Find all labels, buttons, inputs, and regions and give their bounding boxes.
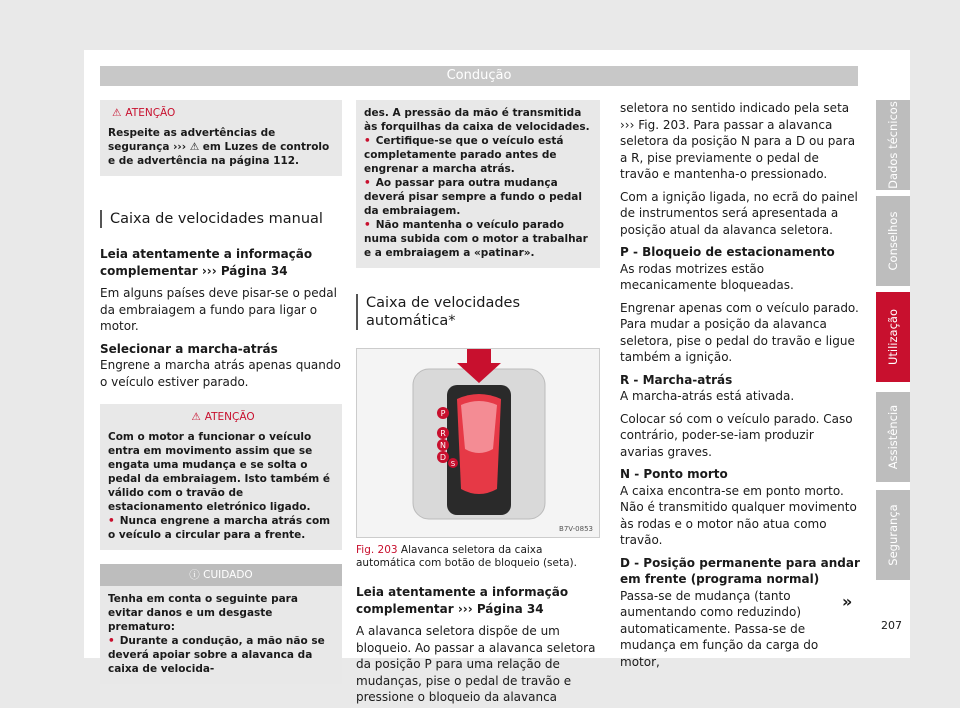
warning-icon: ⚠ xyxy=(191,411,201,423)
warning-box-1 xyxy=(100,100,342,176)
paragraph: Colocar só com o veículo parado. Caso contrário, poder-se-iam produzir avarias graves. xyxy=(620,411,853,459)
figure-caption-text: Alavanca seletora da caixa automática com botão de bloqueio (seta). xyxy=(356,544,577,569)
tab-assistencia[interactable]: Assistência xyxy=(876,392,910,482)
column-1 xyxy=(100,100,342,684)
gear-selector-illustration xyxy=(357,349,599,537)
subheading-reverse: R - Marcha-atrás xyxy=(620,372,733,387)
subheading-reverse: Selecionar a marcha-atrás xyxy=(100,341,278,356)
figure-caption xyxy=(356,544,600,570)
paragraph: Em alguns países deve pisar-se o pedal da embraiagem a fundo para ligar o motor. xyxy=(100,286,337,333)
tab-conselhos[interactable]: Conselhos xyxy=(876,196,910,286)
caution-text: Tenha em conta o seguinte para evitar danos e um desgaste prematuro: xyxy=(108,593,298,633)
caution-title: CUIDADO xyxy=(203,569,253,581)
gear-label-d: D xyxy=(439,453,447,462)
page-header: Condução xyxy=(100,66,858,86)
gear-label-s: S xyxy=(450,460,456,468)
paragraph: A alavanca seletora dispõe de um bloqueio. Ao passar a alavanca seletora da posição P para uma relação de mudanças, pise o pedal de travão e pressione o bloqueio da alavanca xyxy=(356,624,596,704)
subheading-park: P - Bloqueio de estacionamento xyxy=(620,245,835,259)
warning-title: ATENÇÃO xyxy=(204,411,255,423)
caution-text: des. A pressão da mão é transmitida às forquilhas da caixa de velocidades. xyxy=(364,107,590,133)
warning-icon: ⚠ xyxy=(112,107,122,119)
paragraph: seletora no sentido indicado pela seta ››› Fig. 203. Para passar a alavanca seletora da posição N para a D ou para a R, pise previamente o pedal de travão e mantenha-o pressionado. xyxy=(620,101,856,181)
warning-bullet: • Nunca engrene a marcha atrás com o veículo a circular para a frente. xyxy=(108,514,334,542)
tab-seguranca[interactable]: Segurança xyxy=(876,490,910,580)
caution-box-continued xyxy=(356,100,600,268)
warning-title: ATENÇÃO xyxy=(125,107,176,119)
reference-text: Leia atentamente a informação complementar ››› Página 34 xyxy=(356,585,569,616)
caution-bullet: • Certifique-se que o veículo está completamente parado antes de engrenar a marcha atrás. xyxy=(364,134,592,176)
column-3 xyxy=(620,100,860,676)
tab-dados-tecnicos[interactable]: Dados técnicos xyxy=(876,100,910,190)
figure-code: B7V-0853 xyxy=(559,525,593,533)
gear-label-n: N xyxy=(440,441,446,450)
continue-mark: » xyxy=(842,592,853,611)
paragraph: A caixa encontra-se em ponto morto. Não é transmitido qualquer movimento às rodas e o motor não atua como travão. xyxy=(620,483,857,547)
caution-bullet: • Durante a condução, a mão não se deverá apoiar sobre a alavanca da caixa de velocida- xyxy=(108,634,334,676)
paragraph: Engrenar apenas com o veículo parado. Para mudar a posição da alavanca seletora, pise o pedal do travão e ligue também a ignição. xyxy=(620,300,859,364)
caution-icon: ⓘ xyxy=(189,569,204,581)
paragraph: A marcha-atrás está ativada. xyxy=(620,389,795,403)
section-title-automatic: Caixa de velocidades automática* xyxy=(356,294,600,330)
page-number: 207 xyxy=(881,619,902,632)
caution-bullet: • Ao passar para outra mudança deverá pisar sempre a fundo o pedal da embraiagem. xyxy=(364,176,592,218)
tab-utilizacao[interactable]: Utilização xyxy=(876,292,910,382)
warning-text: Respeite as advertências de segurança ››› ⚠ em Luzes de controlo e de advertência na página 112. xyxy=(108,127,330,167)
reference-text: Leia atentamente a informação complementar ››› Página 34 xyxy=(100,247,313,278)
paragraph: Com a ignição ligada, no ecrã do painel de instrumentos será apresentada a posição atual da alavanca seletora. xyxy=(620,189,858,237)
subheading-neutral: N - Ponto morto xyxy=(620,467,728,481)
figure-number: Fig. 203 xyxy=(356,544,398,556)
warning-text: Com o motor a funcionar o veículo entra em movimento assim que se engata uma mudança e se solta o pedal da embraiagem. Isto também é válido com o travão de estacionamento eletrónico ligado. xyxy=(108,431,330,513)
gear-label-r: R xyxy=(440,429,446,438)
figure-gear-selector xyxy=(356,348,600,538)
section-title-manual: Caixa de velocidades manual xyxy=(100,210,342,228)
caution-bullet: • Não mantenha o veículo parado numa subida com o motor a trabalhar e a embraiagem a «patinar». xyxy=(364,218,592,260)
caution-box xyxy=(100,564,342,684)
gear-label-p: P xyxy=(440,409,446,418)
subheading-drive: D - Posição permanente para andar em frente (programa normal) xyxy=(620,555,860,586)
paragraph: Engrene a marcha atrás apenas quando o veículo estiver parado. xyxy=(100,358,341,389)
warning-box-2 xyxy=(100,404,342,550)
column-2 xyxy=(356,100,600,708)
paragraph: Passa-se de mudança (tanto aumentando como reduzindo) automaticamente. Passa-se de mudança em função da carga do motor, xyxy=(620,588,819,669)
paragraph: As rodas motrizes estão mecanicamente bloqueadas. xyxy=(620,261,794,292)
